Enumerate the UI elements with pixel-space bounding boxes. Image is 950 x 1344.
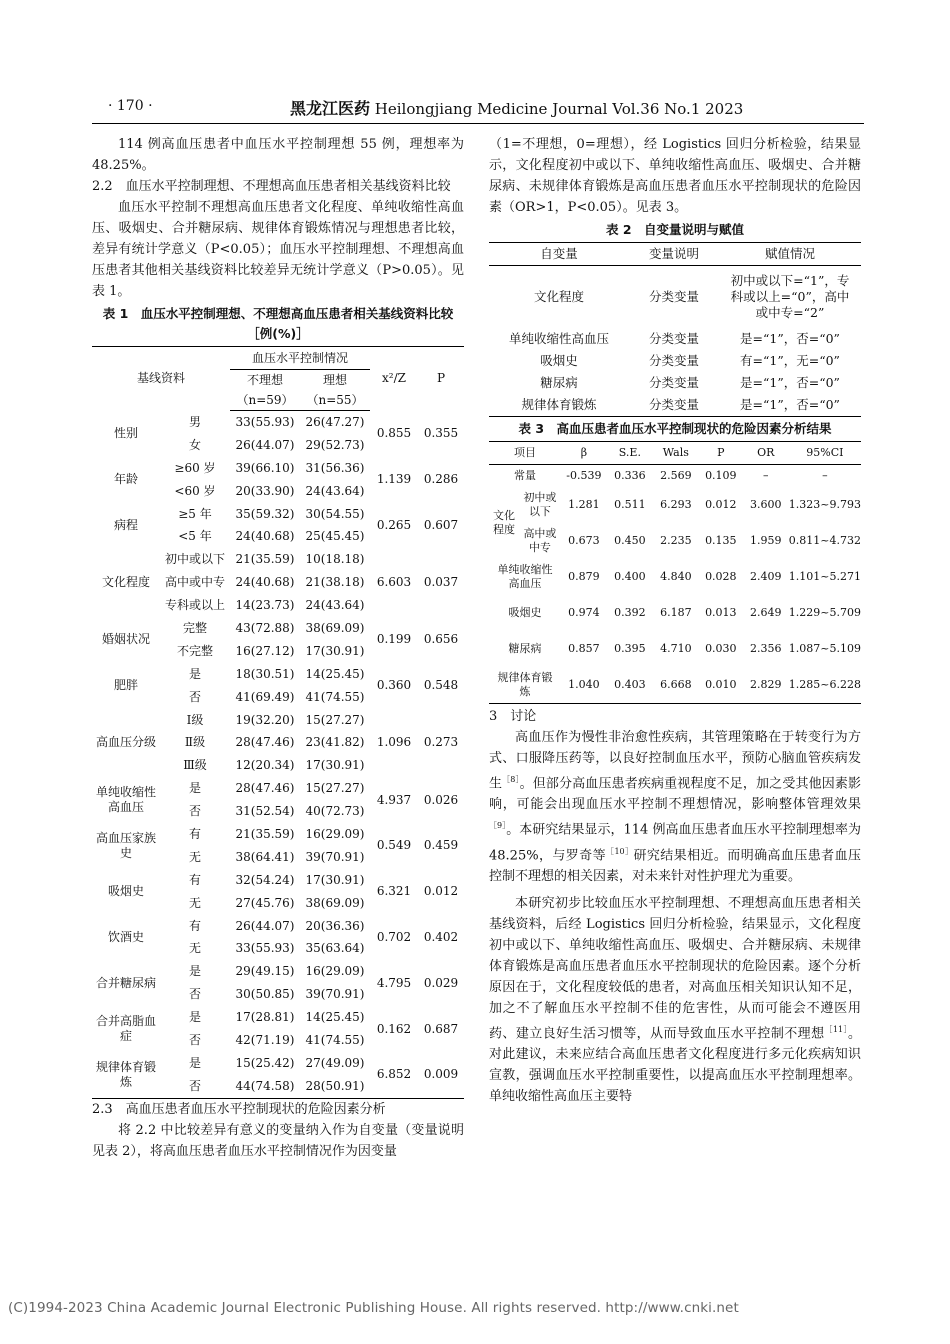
t1-cell: 21(38.18) bbox=[305, 575, 365, 590]
t1-stat: 0.199 bbox=[376, 632, 412, 647]
t1-cell: 14(25.45) bbox=[305, 666, 365, 681]
t3-cell: 0.811~4.732 bbox=[788, 534, 861, 547]
t1-cell: 24(43.64) bbox=[305, 598, 365, 613]
paragraph: （1=不理想，0=理想），经 Logistics 回归分析检验，结果显示，文化程度初中或以下、单纯收缩性高血压、吸烟史、合并糖尿病、未规律体育锻炼是高血压患者血压水平控制现状的危险因素（OR>1，P<0.05）。见表 3。 bbox=[489, 137, 861, 215]
t1-cell: 无 bbox=[188, 849, 201, 864]
table-row bbox=[92, 777, 464, 800]
t1-cell: 17(30.91) bbox=[305, 643, 365, 658]
table-row bbox=[92, 411, 464, 434]
header-rule bbox=[92, 123, 864, 124]
t1-cell: 23(41.82) bbox=[305, 735, 365, 750]
t1-cell: 30(54.55) bbox=[305, 506, 365, 521]
table1-caption: 表 1 血压水平控制理想、不理想高血压患者相关基线资料比较［例(%)］ bbox=[102, 306, 454, 341]
t3-cell: 1.101~5.271 bbox=[788, 570, 861, 583]
t2-cell: 分类变量 bbox=[629, 394, 719, 417]
t3-cell: 0.857 bbox=[568, 642, 600, 655]
section-heading: 2.3 高血压患者血压水平控制现状的危险因素分析 bbox=[92, 1101, 386, 1117]
t3-header: Wals bbox=[653, 442, 699, 465]
t2-cell: 分类变量 bbox=[648, 353, 699, 368]
t1-cell: 15(25.42) bbox=[235, 1055, 295, 1070]
paragraph: 高血压作为慢性非治愈性疾病，其管理策略在于转变行为方式、口服降压药等，以良好控制血压水平，预防心脑血管疾病发生$^{[8]}$。但部分高血压患者疾病重视程度不足，加之受其他因素影响，可能会出现血压水平控制不理想情况，影响整体管理效果$^{[9]}$。本研究结果显示，114 例高血压患者血压水平控制理想率为 48.25%，与罗奇等$^{[10]}$研究结果相近。而明确高血压患者血压控制不理想的相关因素，对未来针对性护理尤为重要。 bbox=[489, 730, 861, 884]
t1-p: 0.402 bbox=[423, 929, 459, 944]
t1-cell: Ⅰ级 bbox=[186, 712, 204, 727]
t3-cell: 糖尿病 bbox=[508, 642, 542, 655]
t1-cell: 否 bbox=[188, 804, 201, 819]
t1-cell: 27(45.76) bbox=[235, 895, 295, 910]
t1-stat: 6.603 bbox=[376, 575, 412, 590]
t1-cell: 19(32.20) bbox=[235, 712, 295, 727]
table-row bbox=[489, 372, 861, 394]
t1-header: （n=59） bbox=[230, 390, 300, 411]
t3-cell: 0.135 bbox=[705, 534, 737, 547]
t2-cell: 规律体育锻炼 bbox=[489, 394, 629, 417]
t1-stat: 0.265 bbox=[376, 517, 412, 532]
t1-stat: 1.139 bbox=[376, 472, 412, 487]
t3-cell: 2.235 bbox=[660, 534, 692, 547]
t1-cell: Ⅲ级 bbox=[183, 758, 207, 773]
table-row bbox=[489, 350, 861, 372]
table-row bbox=[92, 503, 464, 526]
t1-cell: 女 bbox=[188, 437, 201, 452]
citation: ［10］ bbox=[606, 846, 634, 856]
citation: ［9］ bbox=[489, 821, 507, 831]
t1-cell: 否 bbox=[160, 1075, 230, 1098]
t1-cell: 10(18.18) bbox=[305, 552, 365, 567]
paragraph: 血压水平控制不理想高血压患者文化程度、单纯收缩性高血压、吸烟史、合并糖尿病、规律体育锻炼情况与理想患者比较，差异有统计学意义（P<0.05）；血压水平控制理想、不理想高血压患者其他相关基线资料比较差异无统计学意义（P>0.05）。见表 1。 bbox=[92, 200, 464, 299]
citation: ［11］ bbox=[824, 1024, 848, 1034]
t3-cell: 初中或以下 bbox=[523, 491, 557, 518]
t3-header: 项目 bbox=[489, 442, 561, 465]
t1-header: 血压水平控制情况 bbox=[230, 347, 370, 370]
t1-cell: <60 岁 bbox=[174, 483, 216, 498]
t1-cell: 17(28.81) bbox=[235, 1010, 295, 1025]
t2-cell: 分类变量 bbox=[648, 331, 699, 346]
t1-cell: 是 bbox=[188, 1055, 201, 1070]
t1-cell: 15(27.27) bbox=[305, 781, 365, 796]
table-row bbox=[489, 328, 861, 350]
t1-p: 0.009 bbox=[418, 1052, 464, 1098]
t1-cell: 专科或以上 bbox=[164, 598, 225, 613]
table-row bbox=[92, 823, 464, 846]
t1-cell: 是 bbox=[188, 1010, 201, 1025]
t3-cell: 单纯收缩性高血压 bbox=[497, 563, 553, 590]
t1-cell: 男 bbox=[188, 414, 201, 429]
t1-cell: 16(29.09) bbox=[305, 826, 365, 841]
t1-cell: 41(74.55) bbox=[305, 689, 365, 704]
t1-cell: 是 bbox=[188, 666, 201, 681]
t1-stat: 0.162 bbox=[376, 1021, 412, 1036]
t1-cell: 完整 bbox=[182, 620, 207, 635]
t1-cell: ≥60 岁 bbox=[174, 460, 216, 475]
left-column bbox=[92, 134, 464, 1162]
t1-cell: 39(70.91) bbox=[305, 849, 365, 864]
t1-variable: 文化程度 bbox=[101, 575, 150, 590]
t1-p: 0.607 bbox=[423, 517, 459, 532]
t1-cell: 35(59.32) bbox=[235, 506, 295, 521]
t1-cell: 16(29.09) bbox=[305, 964, 365, 979]
t3-cell: 4.710 bbox=[660, 642, 692, 655]
t3-cell: 0.400 bbox=[614, 570, 646, 583]
t3-cell: 0.403 bbox=[607, 667, 653, 704]
table-row bbox=[489, 523, 861, 559]
t3-cell: 1.281 bbox=[568, 498, 600, 511]
t1-cell: 25(45.45) bbox=[305, 529, 365, 544]
t2-cell: 初中或以下=“1”，专科或以上=“0”，高中或中专=“2” bbox=[730, 273, 850, 320]
t3-header: OR bbox=[743, 442, 789, 465]
t3-cell: 6.668 bbox=[653, 667, 699, 704]
t1-cell: 26(44.07) bbox=[235, 918, 295, 933]
t3-cell: 0.511 bbox=[614, 498, 646, 511]
t1-p: 0.012 bbox=[423, 884, 459, 899]
t3-cell: 6.293 bbox=[660, 498, 692, 511]
t3-cell: 高中或中专 bbox=[523, 527, 557, 554]
t1-cell: 20(36.36) bbox=[305, 918, 365, 933]
right-column bbox=[489, 134, 861, 1107]
t3-cell: 0.013 bbox=[705, 606, 737, 619]
page-number: · 170 · bbox=[108, 98, 153, 114]
t3-cell: 1.323~9.793 bbox=[788, 498, 861, 511]
table-row bbox=[92, 457, 464, 480]
t1-cell: 42(71.19) bbox=[235, 1032, 295, 1047]
t1-variable: 病程 bbox=[113, 517, 138, 532]
t1-cell: 26(47.27) bbox=[305, 414, 365, 429]
section-heading: 3 讨论 bbox=[489, 709, 537, 724]
t3-cell: 吸烟史 bbox=[508, 606, 542, 619]
t1-header: P bbox=[418, 347, 464, 411]
t3-cell: 规律体育锻炼 bbox=[489, 667, 561, 704]
paragraph: 本研究初步比较血压水平控制理想、不理想高血压患者相关基线资料，后经 Logistics 回归分析检验，结果显示，文化程度初中或以下、单纯收缩性高血压、吸烟史、合并糖尿病、未规律体育锻炼是高血压患者血压水平控制现状的危险因素。逐个分析原因在于，文化程度较低的患者，对高血压相关知识认知不足，加之不了解血压水平控制不佳的危害性，从而可能会不遵医用药、建立良好生活习惯等，从而导致血压水平控制不理想$^{[11]}$。对此建议，未来应结合高血压患者文化程度进行多元化疾病知识宣教，强调血压水平控制重要性，以提高血压水平控制理想率。单纯收缩性高血压主要特 bbox=[489, 895, 861, 1105]
t1-stat: 4.937 bbox=[376, 792, 412, 807]
t1-stat: 0.360 bbox=[376, 678, 412, 693]
t1-cell: 24(40.68) bbox=[235, 575, 295, 590]
t3-cell: 0.012 bbox=[705, 498, 737, 511]
t2-header: 赋值情况 bbox=[719, 243, 861, 266]
table1 bbox=[92, 346, 464, 1099]
t1-cell: 28(47.46) bbox=[235, 781, 295, 796]
t1-stat: 6.852 bbox=[370, 1052, 418, 1098]
t1-cell: 有 bbox=[188, 918, 201, 933]
t3-cell: 2.829 bbox=[743, 667, 789, 704]
table-row bbox=[489, 631, 861, 667]
t1-p: 0.459 bbox=[423, 838, 459, 853]
t1-cell: 35(63.64) bbox=[305, 941, 365, 956]
t1-cell: 21(35.59) bbox=[235, 826, 295, 841]
t3-cell: 0.010 bbox=[699, 667, 743, 704]
t1-cell: 33(55.93) bbox=[235, 414, 295, 429]
table-row bbox=[92, 709, 464, 732]
t1-p: 0.656 bbox=[423, 632, 459, 647]
table2 bbox=[489, 242, 861, 417]
t1-cell: 40(72.73) bbox=[305, 804, 365, 819]
t1-p: 0.286 bbox=[423, 472, 459, 487]
t3-cell: 2.569 bbox=[660, 469, 692, 482]
t1-cell: 14(25.45) bbox=[305, 1010, 365, 1025]
table-row bbox=[489, 465, 861, 488]
t1-cell: Ⅱ级 bbox=[184, 735, 206, 750]
t1-cell: 17(30.91) bbox=[305, 758, 365, 773]
paragraph: 114 例高血压患者中血压水平控制理想 55 例，理想率为 48.25%。 bbox=[92, 137, 464, 173]
table-row bbox=[489, 667, 861, 704]
t1-cell: 38(69.09) bbox=[305, 895, 365, 910]
t3-cell: -0.539 bbox=[566, 469, 602, 482]
t1-cell: 33(55.93) bbox=[235, 941, 295, 956]
t1-p: 0.687 bbox=[423, 1021, 459, 1036]
table-row bbox=[489, 266, 861, 329]
t3-header: S.E. bbox=[607, 442, 653, 465]
t1-cell: 14(23.73) bbox=[235, 598, 295, 613]
table3-caption: 表 3 高血压患者血压水平控制现状的危险因素分析结果 bbox=[518, 421, 832, 436]
t1-header: 基线资料 bbox=[92, 347, 230, 411]
t2-header: 自变量 bbox=[489, 243, 629, 266]
t1-cell: 无 bbox=[188, 941, 201, 956]
table-row bbox=[92, 548, 464, 571]
t1-stat: 4.795 bbox=[376, 975, 412, 990]
t1-cell: 24(40.68) bbox=[235, 529, 295, 544]
t2-cell: 分类变量 bbox=[648, 289, 699, 304]
table-row bbox=[489, 559, 861, 595]
citation: ［8］ bbox=[502, 775, 520, 784]
t1-cell: 15(27.27) bbox=[305, 712, 365, 727]
t1-variable: 性别 bbox=[113, 426, 138, 441]
t1-variable: 吸烟史 bbox=[107, 884, 144, 899]
t1-cell: 41(74.55) bbox=[305, 1032, 365, 1047]
t3-cell: – bbox=[763, 469, 769, 482]
t3-cell: 0.673 bbox=[568, 534, 600, 547]
t1-cell: 39(66.10) bbox=[235, 460, 295, 475]
t2-header: 变量说明 bbox=[629, 243, 719, 266]
t1-stat: 0.855 bbox=[376, 426, 412, 441]
t1-cell: 43(72.88) bbox=[235, 620, 295, 635]
t1-cell: 有 bbox=[188, 826, 201, 841]
t1-cell: 20(33.90) bbox=[235, 483, 295, 498]
t1-cell: 不完整 bbox=[176, 643, 213, 658]
t1-variable: 单纯收缩性高血压 bbox=[96, 785, 157, 815]
t2-cell: 吸烟史 bbox=[540, 353, 578, 368]
t3-header: 95%CI bbox=[789, 442, 861, 465]
t1-header: 理想 bbox=[322, 372, 347, 387]
t3-cell: 0.109 bbox=[705, 469, 737, 482]
t3-cell: 1.285~6.228 bbox=[789, 667, 861, 704]
journal-title bbox=[290, 96, 743, 119]
t1-cell: 16(27.12) bbox=[235, 643, 295, 658]
t1-cell: 32(54.24) bbox=[235, 872, 295, 887]
t1-header: （n=55） bbox=[300, 390, 370, 411]
journal-name-cn: 黑龙江医药 bbox=[290, 99, 371, 118]
t1-p: 0.273 bbox=[423, 735, 459, 750]
table-row bbox=[92, 960, 464, 983]
table-row bbox=[489, 595, 861, 631]
t1-p: 0.355 bbox=[423, 426, 459, 441]
t1-cell: 17(30.91) bbox=[305, 872, 365, 887]
table2-caption: 表 2 自变量说明与赋值 bbox=[605, 222, 745, 237]
table-row bbox=[489, 394, 861, 417]
t1-cell: 12(20.34) bbox=[235, 758, 295, 773]
t1-stat: 6.321 bbox=[376, 884, 412, 899]
t1-variable: 高血压分级 bbox=[96, 735, 157, 750]
t3-cell: 6.187 bbox=[660, 606, 692, 619]
table3 bbox=[489, 441, 861, 704]
journal-name-en: Heilongjiang Medicine Journal Vol.36 No.1 2023 bbox=[374, 100, 744, 118]
t2-cell: 是=“1”，否=“0” bbox=[719, 394, 861, 417]
t3-header: P bbox=[699, 442, 743, 465]
t2-cell: 糖尿病 bbox=[540, 375, 578, 390]
t3-group-label: 文化程度 bbox=[492, 509, 515, 536]
t1-p: 0.037 bbox=[423, 575, 459, 590]
copyright-footer: (C)1994-2023 China Academic Journal Electronic Publishing House. All rights reserved. http://www.cnki.net bbox=[8, 1300, 739, 1316]
t1-cell: 38(64.41) bbox=[235, 849, 295, 864]
t3-cell: 0.336 bbox=[614, 469, 646, 482]
t1-cell: 高中或中专 bbox=[164, 575, 225, 590]
t3-cell: 0.879 bbox=[568, 570, 600, 583]
t1-cell: 无 bbox=[188, 895, 201, 910]
t3-cell: 常量 bbox=[513, 469, 536, 482]
t1-cell: 否 bbox=[188, 1032, 201, 1047]
t3-cell: 2.356 bbox=[750, 642, 782, 655]
t3-cell: 2.409 bbox=[750, 570, 782, 583]
t1-cell: 否 bbox=[188, 987, 201, 1002]
t1-variable: 规律体育锻炼 bbox=[92, 1052, 160, 1098]
t1-cell: 有 bbox=[188, 872, 201, 887]
t1-stat: 1.096 bbox=[376, 735, 412, 750]
t1-p: 0.029 bbox=[423, 975, 459, 990]
table-row bbox=[92, 869, 464, 892]
t3-cell: 4.840 bbox=[660, 570, 692, 583]
t1-variable: 合并糖尿病 bbox=[96, 975, 157, 990]
t1-cell: 是 bbox=[188, 781, 201, 796]
t1-cell: 31(52.54) bbox=[235, 804, 295, 819]
table-row bbox=[489, 487, 861, 523]
page-header bbox=[0, 0, 950, 150]
t1-cell: 30(50.85) bbox=[235, 987, 295, 1002]
t3-cell: 1.087~5.109 bbox=[788, 642, 861, 655]
t2-cell: 文化程度 bbox=[533, 289, 584, 304]
t2-cell: 是=“1”，否=“0” bbox=[740, 331, 840, 346]
t3-cell: 1.229~5.709 bbox=[788, 606, 861, 619]
table-row bbox=[92, 1052, 464, 1075]
t1-cell: 初中或以下 bbox=[164, 552, 225, 567]
t1-cell: 27(49.09) bbox=[305, 1055, 365, 1070]
t1-cell: 39(70.91) bbox=[305, 987, 365, 1002]
t2-cell: 是=“1”，否=“0” bbox=[740, 375, 840, 390]
t2-cell: 有=“1”，无=“0” bbox=[740, 353, 840, 368]
t1-cell: ≥5 年 bbox=[178, 506, 212, 521]
paragraph: 将 2.2 中比较差异有意义的变量纳入作为自变量（变量说明见表 2），将高血压患者血压水平控制情况作为因变量 bbox=[92, 1122, 464, 1159]
t3-cell: – bbox=[822, 469, 828, 482]
t1-cell: 24(43.64) bbox=[305, 483, 365, 498]
t1-stat: 0.702 bbox=[376, 929, 412, 944]
t1-variable: 合并高脂血症 bbox=[96, 1014, 157, 1044]
t1-cell: 是 bbox=[188, 964, 201, 979]
t1-variable: 饮酒史 bbox=[107, 929, 144, 944]
t1-p: 0.026 bbox=[423, 792, 459, 807]
t1-cell: 否 bbox=[188, 689, 201, 704]
t1-header: x²/Z bbox=[370, 347, 418, 411]
t1-cell: 28(47.46) bbox=[235, 735, 295, 750]
t2-cell: 单纯收缩性高血压 bbox=[508, 331, 609, 346]
t3-cell: 0.974 bbox=[568, 606, 600, 619]
t1-variable: 年龄 bbox=[113, 472, 138, 487]
t3-cell: 0.450 bbox=[614, 534, 646, 547]
t3-cell: 0.395 bbox=[614, 642, 646, 655]
t1-cell: 44(74.58) bbox=[230, 1075, 300, 1098]
table-row bbox=[92, 915, 464, 938]
t3-cell: 2.649 bbox=[750, 606, 782, 619]
t1-cell: 26(44.07) bbox=[235, 437, 295, 452]
t3-cell: 3.600 bbox=[750, 498, 782, 511]
t2-cell: 分类变量 bbox=[648, 375, 699, 390]
t1-variable: 高血压家族史 bbox=[96, 830, 157, 860]
t1-cell: 29(52.73) bbox=[305, 437, 365, 452]
t1-cell: 28(50.91) bbox=[300, 1075, 370, 1098]
t1-cell: <5 年 bbox=[178, 529, 212, 544]
t1-cell: 31(56.36) bbox=[305, 460, 365, 475]
t1-stat: 0.549 bbox=[376, 838, 412, 853]
t3-cell: 1.040 bbox=[561, 667, 607, 704]
t3-header: β bbox=[561, 442, 607, 465]
t1-cell: 38(69.09) bbox=[305, 620, 365, 635]
t1-cell: 21(35.59) bbox=[235, 552, 295, 567]
t3-cell: 0.030 bbox=[705, 642, 737, 655]
t1-cell: 29(49.15) bbox=[235, 964, 295, 979]
t3-cell: 0.392 bbox=[614, 606, 646, 619]
t1-header: 不理想 bbox=[246, 372, 283, 387]
t1-p: 0.548 bbox=[423, 678, 459, 693]
t1-variable: 婚姻状况 bbox=[101, 632, 150, 647]
section-heading: 2.2 血压水平控制理想、不理想高血压患者相关基线资料比较 bbox=[92, 179, 451, 194]
table-row bbox=[92, 617, 464, 640]
t3-cell: 1.959 bbox=[750, 534, 782, 547]
t1-cell: 18(30.51) bbox=[235, 666, 295, 681]
table-row bbox=[92, 663, 464, 686]
t3-cell: 0.028 bbox=[705, 570, 737, 583]
table-row bbox=[92, 1006, 464, 1029]
t1-cell: 41(69.49) bbox=[235, 689, 295, 704]
t1-variable: 肥胖 bbox=[113, 678, 138, 693]
